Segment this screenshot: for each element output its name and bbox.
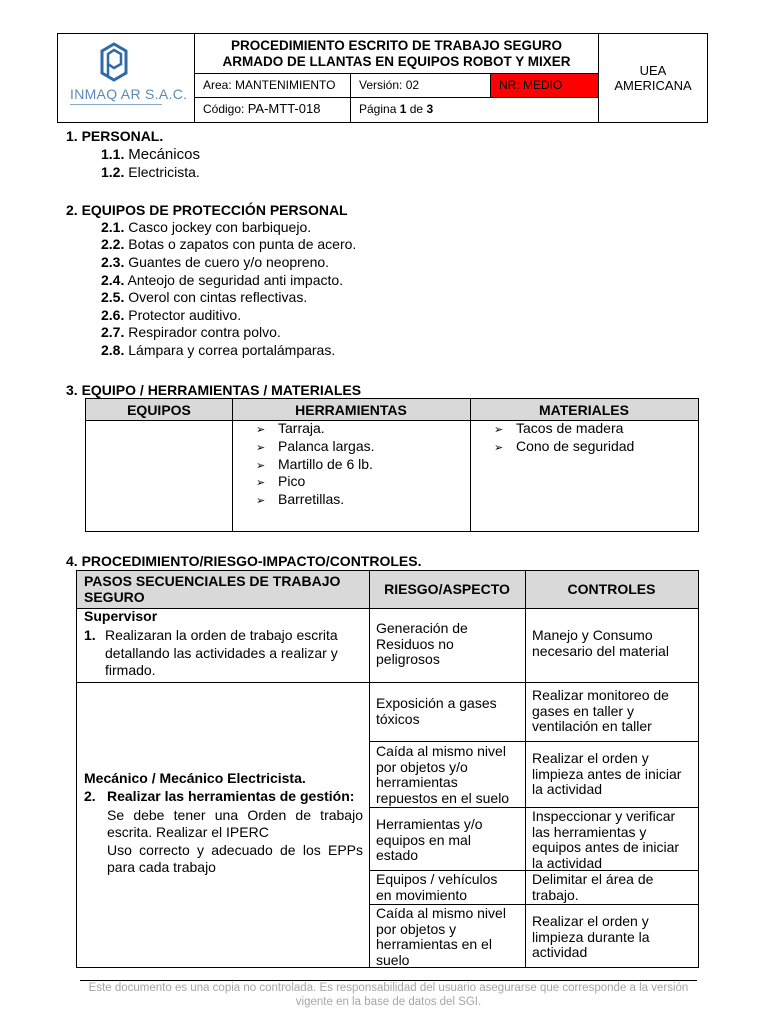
version-cell: Versión: 02 [351,74,491,98]
list-item: ➢ Pico [256,473,306,489]
control-cell: Realizar monitoreo de gases en taller y ventilación en taller [532,687,669,734]
list-item: 2.7. Respirador contra polvo. [101,324,281,340]
pagina-cell [351,98,491,122]
step-text: Se debe tener una Orden de trabajo escrita. Realizar el IPERC [107,807,363,840]
equipment-table [85,398,699,532]
supervisor-role: Supervisor [84,608,158,624]
riesgo-cell: Caída al mismo nivel por objetos y herramientas en el suelo [376,905,506,968]
column-divider [369,571,370,967]
nr-cell: NR: MEDIO [491,74,598,98]
section-1-title: 1. PERSONAL. [66,128,164,144]
list-item: 1.1. Mecánicos [101,146,200,163]
company-name: INMAQ AR S.A.C. [70,86,188,102]
list-item: ➢ Martillo de 6 lb. [256,456,373,472]
title-line-2: ARMADO DE LLANTAS EN EQUIPOS ROBOT Y MIXER [222,54,571,69]
list-item: 2.8. Lámpara y correa portalámparas. [101,342,336,358]
pagina-total: 3 [426,102,434,116]
section-2-title: 2. EQUIPOS DE PROTECCIÓN PERSONAL [66,202,348,218]
col-herramientas: HERRAMIENTAS [295,402,407,418]
step-title: Realizar las herramientas de gestión: [107,788,355,804]
row-divider [77,682,698,683]
pagina-number: 1 [399,102,407,116]
list-item: 1.2. Electricista. [101,164,200,180]
uea-line-2: AMERICANA [614,78,692,93]
riesgo-cell: Generación de Residuos no peligrosos [376,620,468,667]
company-logo-cell [58,34,195,122]
control-cell: Realizar el orden y limpieza durante la actividad [532,913,650,960]
section-3-title: 3. EQUIPO / HERRAMIENTAS / MATERIALES [66,382,362,398]
control-cell: Delimitar el área de trabajo. [532,871,654,903]
list-item: 2.3. Guantes de cuero y/o neopreno. [101,254,330,270]
codigo-value: PA-MTT-018 [247,101,321,116]
row-divider [369,741,698,742]
riesgo-cell: Caída al mismo nivel por objetos y/o herramientas repuestos en el suelo [376,743,510,806]
list-item: ➢ Cono de seguridad [494,438,635,454]
list-item: 2.2. Botas o zapatos con punta de acero. [101,236,357,252]
col-pasos: PASOS SECUENCIALES DE TRABAJO SEGURO [84,573,341,605]
document-title [195,34,598,74]
list-item: ➢ Palanca largas. [256,438,375,454]
control-cell: Realizar el orden y limpieza antes de iniciar la actividad [532,750,682,797]
codigo-cell [195,98,351,122]
list-item: ➢ Tarraja. [256,420,325,436]
arrow-bullet-icon: ➢ [494,442,504,454]
pagina-label: Página [359,102,397,116]
list-item: ➢ Tacos de madera [494,420,624,436]
company-logo-icon [99,42,129,82]
list-item: 2.4. Anteojo de seguridad anti impacto. [101,272,344,288]
uea-cell [598,34,707,122]
arrow-bullet-icon: ➢ [256,495,266,507]
footer-disclaimer: Este documento es una copia no controlada. Es responsabilidad del usuario asegurarse que corresponde a la versión vigente en la base de datos del SGI. [88,982,689,1008]
column-divider [525,571,526,967]
area-cell: Area: MANTENIMIENTO [195,74,351,98]
control-cell: Inspeccionar y verificar las herramientas y equipos antes de iniciar la actividad [532,808,680,871]
section-4-title: 4. PROCEDIMIENTO/RIESGO-IMPACTO/CONTROLES. [66,553,422,569]
step-text: Uso correcto y adecuado de los EPPs para cada trabajo [107,842,363,875]
arrow-bullet-icon: ➢ [256,477,266,489]
list-item: 2.5. Overol con cintas reflectivas. [101,289,308,305]
column-divider [470,399,471,531]
step-number: 1. [84,627,96,643]
list-item: ➢ Barretillas. [256,491,345,507]
uea-line-1: UEA [639,63,667,78]
procedure-table [76,570,699,968]
list-item: 2.6. Protector auditivo. [101,307,242,323]
step-text: Realizaran la orden de trabajo escrita detallando las actividades a realizar y firmado. [105,627,338,678]
arrow-bullet-icon: ➢ [256,442,266,454]
mecanico-role: Mecánico / Mecánico Electricista. [84,770,306,786]
riesgo-cell: Herramientas y/o equipos en mal estado [376,816,483,863]
pagina-de: de [409,102,424,116]
document-header [57,33,708,123]
riesgo-cell: Equipos / vehículos en movimiento [376,871,498,903]
col-equipos: EQUIPOS [127,402,191,418]
codigo-label: Código: [203,102,245,116]
logo-underline [70,104,162,105]
arrow-bullet-icon: ➢ [256,424,266,436]
col-controles: CONTROLES [567,581,656,597]
list-item: 2.1. Casco jockey con barbiquejo. [101,219,312,235]
col-materiales: MATERIALES [539,402,629,418]
arrow-bullet-icon: ➢ [256,460,266,472]
riesgo-cell: Exposición a gases tóxicos [376,695,497,727]
arrow-bullet-icon: ➢ [494,424,504,436]
control-cell: Manejo y Consumo necesario del material [532,627,669,659]
step-number: 2. [84,788,96,804]
title-line-1: PROCEDIMIENTO ESCRITO DE TRABAJO SEGURO [230,38,563,53]
column-divider [232,399,233,531]
col-riesgo: RIESGO/ASPECTO [384,581,510,597]
